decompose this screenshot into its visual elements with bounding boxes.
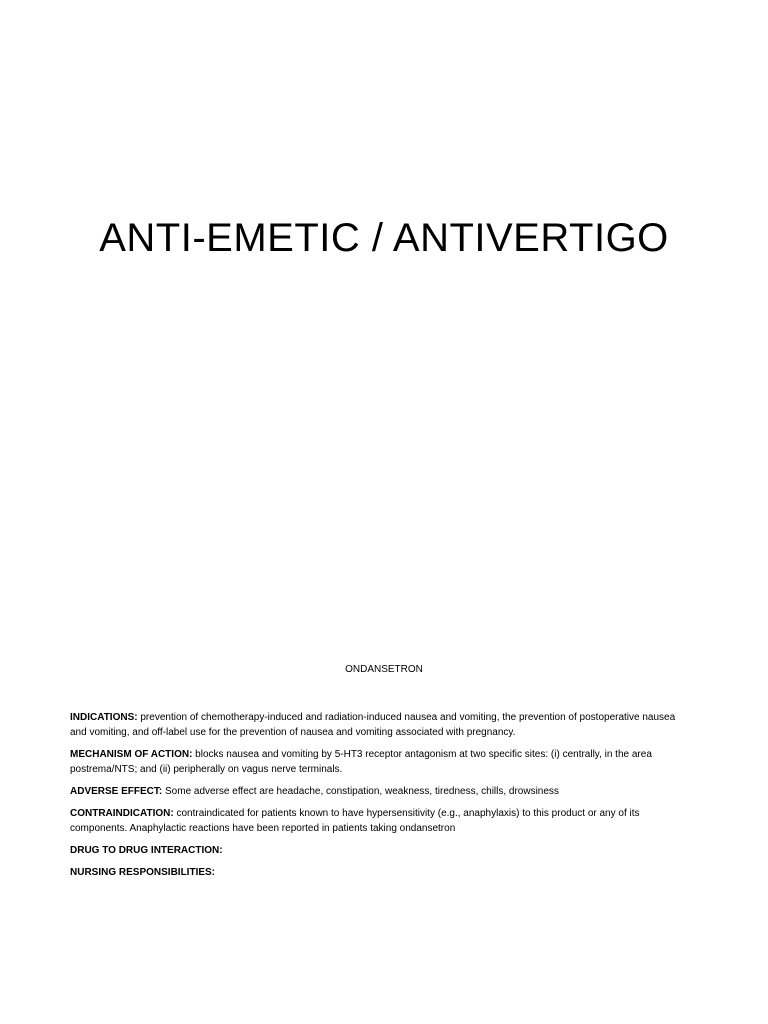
- section-text: blocks nausea and vomiting by 5-HT3 receptor antagonism at two specific sites: (i) centrally, in the area postrema/NTS; and (ii) peripherally on vagus nerve terminals.: [70, 749, 652, 775]
- section-indications: [70, 710, 690, 740]
- section-drug-interaction: [70, 843, 690, 858]
- section-nursing-responsibilities: [70, 865, 690, 880]
- section-label: CONTRAINDICATION:: [70, 808, 174, 819]
- section-contraindication: [70, 806, 690, 836]
- page-title: ANTI-EMETIC / ANTIVERTIGO: [99, 216, 669, 260]
- section-label: INDICATIONS:: [70, 712, 138, 723]
- section-label: NURSING RESPONSIBILITIES:: [70, 867, 216, 878]
- section-adverse-effect: [70, 784, 690, 799]
- section-text: contraindicated for patients known to have hypersensitivity (e.g., anaphylaxis) to this product or any of its components. Anaphylactic reactions have been reported in patients taking ondansetron: [70, 808, 640, 834]
- section-text: prevention of chemotherapy-induced and radiation-induced nausea and vomiting, the prevention of postoperative nausea and vomiting, and off-label use for the prevention of nausea and vomiting associated with pregnancy.: [70, 712, 676, 738]
- section-label: ADVERSE EFFECT:: [70, 786, 163, 797]
- section-text: Some adverse effect are headache, constipation, weakness, tiredness, chills, drowsiness: [162, 786, 559, 797]
- drug-info-sections: [70, 710, 690, 887]
- section-label: MECHANISM OF ACTION:: [70, 749, 193, 760]
- drug-name-heading: ONDANSETRON: [345, 664, 423, 675]
- section-label: DRUG TO DRUG INTERACTION:: [70, 845, 223, 856]
- section-mechanism-of-action: [70, 747, 690, 777]
